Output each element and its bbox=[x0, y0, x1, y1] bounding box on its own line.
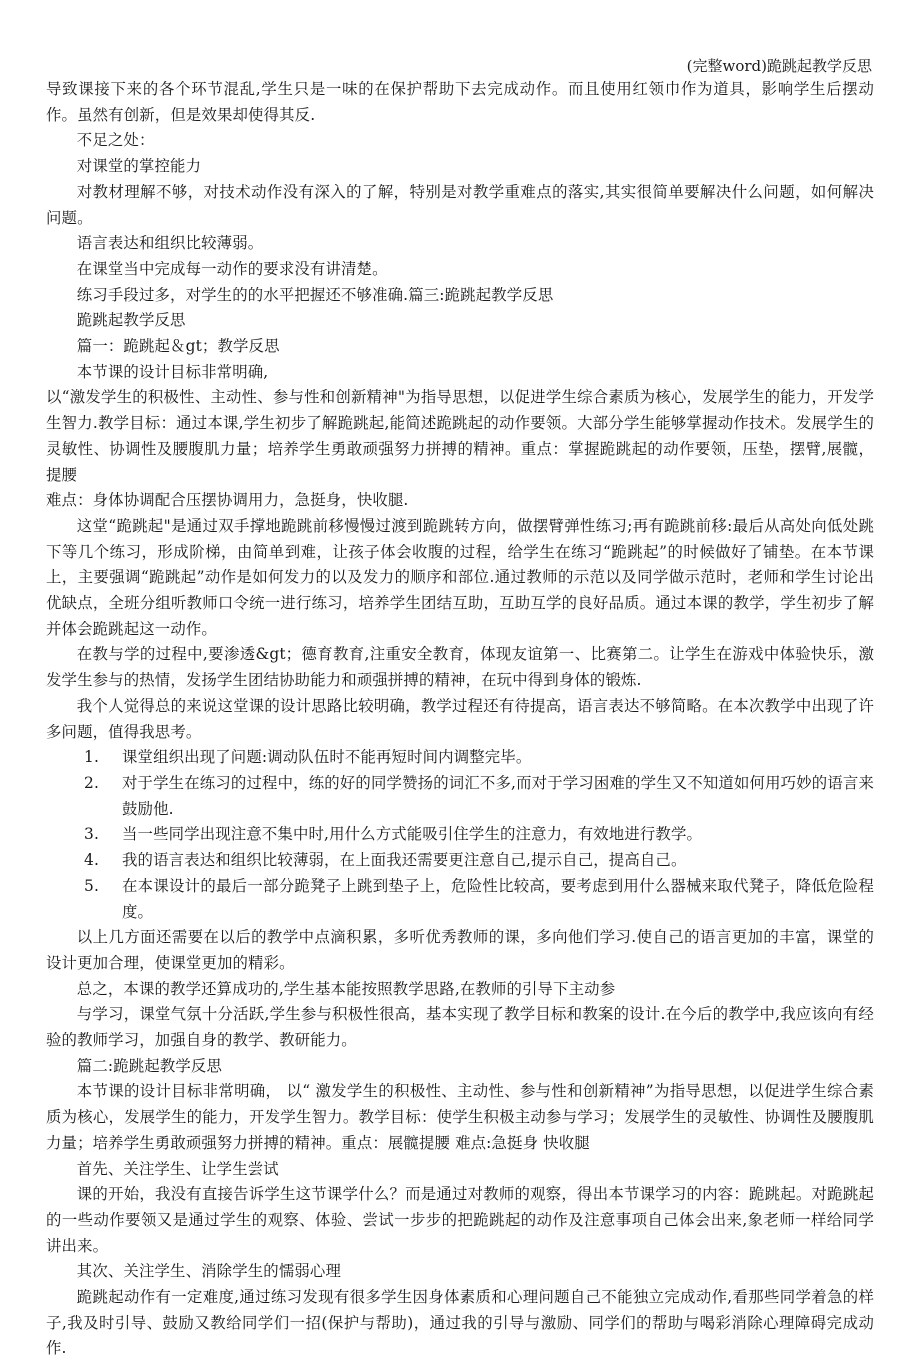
section-heading: 对课堂的掌控能力 bbox=[76, 157, 202, 176]
paragraph: 以“激发学生的积极性、主动性、参与性和创新精神"为指导思想，以促进学生综合素质为核心，发展学生的能力，开发学生智力.教学目标：通过本课,学生初步了解跪跳起,能简述跪跳起的动作要领。大部分学生能够掌握动作技术。发展学生的灵敏性、协调性及腰腹肌力量；培养学生勇敢顽强努力拼搏的精神。重点：掌握跪跳起的动作要领，压垫，摆臂,展髋，提腰 bbox=[46, 388, 874, 484]
list-item-number: 2. bbox=[84, 773, 99, 792]
paragraph: 练习手段过多，对学生的的水平把握还不够准确.篇三:跪跳起教学反思 bbox=[76, 285, 554, 304]
list-item-number: 4. bbox=[84, 851, 99, 870]
paragraph: 本节课的设计目标非常明确, bbox=[76, 362, 269, 381]
paragraph: 对教材理解不够，对技术动作没有深入的了解，特别是对教学重难点的落实,其实很简单要解决什么问题，如何解决问题。 bbox=[46, 182, 874, 227]
list-item-number: 1. bbox=[84, 748, 99, 767]
list-item bbox=[46, 848, 874, 874]
list-item bbox=[46, 745, 874, 771]
list-item-number: 3. bbox=[84, 825, 99, 844]
paragraph: 在教与学的过程中,要渗透&gt；德育教育,注重安全教育，体现友谊第一、比赛第二。让学生在游戏中体验快乐，激发学生参与的热情，发扬学生团结协助能力和顽强拼搏的精神，在玩中得到身体的锻炼. bbox=[46, 645, 874, 690]
paragraph: 我个人觉得总的来说这堂课的设计思路比较明确，教学过程还有待提高，语言表达不够简略。在本次教学中出现了许多问题，值得我思考。 bbox=[46, 696, 874, 741]
paragraph: 与学习，课堂气氛十分活跃,学生参与积极性很高，基本实现了教学目标和教案的设计.在今后的教学中,我应该向有经验的教师学习，加强自身的教学、教研能力。 bbox=[46, 1005, 874, 1050]
list-item-text: 在本课设计的最后一部分跪凳子上跳到垫子上，危险性比较高，要考虑到用什么器械来取代凳子，降低危险程度。 bbox=[122, 876, 874, 921]
paragraph: 这堂“跪跳起"是通过双手撑地跪跳前移慢慢过渡到跪跳转方向，做摆臂弹性练习;再有跪跳前移:最后从高处向低处跳下等几个练习，形成阶梯，由简单到难，让孩子体会收腹的过程，给学生在练习“跪跳起”的时候做好了铺垫。在本节课上，主要强调“跪跳起”动作是如何发力的以及发力的顺序和部位.通过教师的示范以及同学做示范时，老师和学生讨论出优缺点，全班分组听教师口令统一进行练习，培养学生团结互助，互助互学的良好品质。通过本课的教学，学生初步了解并体会跪跳起这一动作。 bbox=[46, 516, 874, 638]
list-item-number: 5. bbox=[84, 876, 99, 895]
section-heading: 篇二:跪跳起教学反思 bbox=[76, 1056, 222, 1075]
document-body bbox=[46, 77, 874, 1362]
section-heading: 其次、关注学生、消除学生的懦弱心理 bbox=[76, 1262, 341, 1281]
list-item-text: 对于学生在练习的过程中，练的好的同学赞扬的词汇不多,而对于学习困难的学生又不知道如何用巧妙的语言来鼓励他. bbox=[122, 773, 874, 818]
list-item-text: 当一些同学出现注意不集中时,用什么方式能吸引住学生的注意力，有效地进行教学。 bbox=[122, 825, 703, 844]
list-item bbox=[46, 822, 874, 848]
paragraph: 以上几方面还需要在以后的教学中点滴积累，多听优秀教师的课，多向他们学习.使自己的语言更加的丰富，课堂的设计更加合理，使课堂更加的精彩。 bbox=[46, 928, 874, 972]
section-heading: 篇一：跪跳起＆gt；教学反思 bbox=[76, 337, 280, 356]
paragraph: 跪跳起动作有一定难度,通过练习发现有很多学生因身体素质和心理问题自己不能独立完成动作,看那些同学着急的样子,我及时引导、鼓励又教给同学们一招(保护与帮助)，通过我的引导与激励、同学们的帮助与喝彩消除心理障碍完成动作. bbox=[46, 1288, 874, 1358]
paragraph: 导致课接下来的各个环节混乱,学生只是一味的在保护帮助下去完成动作。而且使用红领巾作为道具，影响学生后摆动作。虽然有创新，但是效果却使得其反. bbox=[46, 80, 874, 124]
paragraph: 课的开始，我没有直接告诉学生这节课学什么？而是通过对教师的观察，得出本节课学习的内容：跪跳起。对跪跳起的一些动作要领又是通过学生的观察、体验、尝试一步步的把跪跳起的动作及注意事项自己体会出来,象老师一样给同学讲出来。 bbox=[46, 1185, 874, 1255]
paragraph: 语言表达和组织比较薄弱。 bbox=[76, 234, 264, 253]
list-item bbox=[46, 874, 874, 925]
paragraph: 难点：身体协调配合压摆协调用力，急挺身，快收腿. bbox=[46, 491, 409, 510]
list-item-text: 课堂组织出现了问题:调动队伍时不能再短时间内调整完毕。 bbox=[122, 748, 532, 767]
section-heading: 首先、关注学生、让学生尝试 bbox=[76, 1159, 279, 1178]
paragraph: 在课堂当中完成每一动作的要求没有讲清楚。 bbox=[76, 259, 388, 278]
numbered-list bbox=[46, 745, 874, 925]
list-item bbox=[46, 771, 874, 822]
list-item-text: 我的语言表达和组织比较薄弱，在上面我还需要更注意自己,提示自己，提高自己。 bbox=[122, 851, 687, 870]
paragraph: 本节课的设计目标非常明确， 以“ 激发学生的积极性、主动性、参与性和创新精神”为指导思想，以促进学生综合素质为核心，发展学生的能力，开发学生智力。教学目标：使学生积极主动参与学习；发展学生的灵敏性、协调性及腰腹肌力量；培养学生勇敢顽强努力拼搏的精神。重点：展髋提腰 难点:急挺身 快收腿 bbox=[46, 1082, 874, 1152]
section-heading: 跪跳起教学反思 bbox=[76, 311, 186, 330]
page-header-title: (完整word)跪跳起教学反思 bbox=[686, 57, 872, 75]
paragraph: 总之，本课的教学还算成功的,学生基本能按照教学思路,在教师的引导下主动参 bbox=[76, 979, 616, 998]
section-heading: 不足之处： bbox=[76, 131, 155, 150]
